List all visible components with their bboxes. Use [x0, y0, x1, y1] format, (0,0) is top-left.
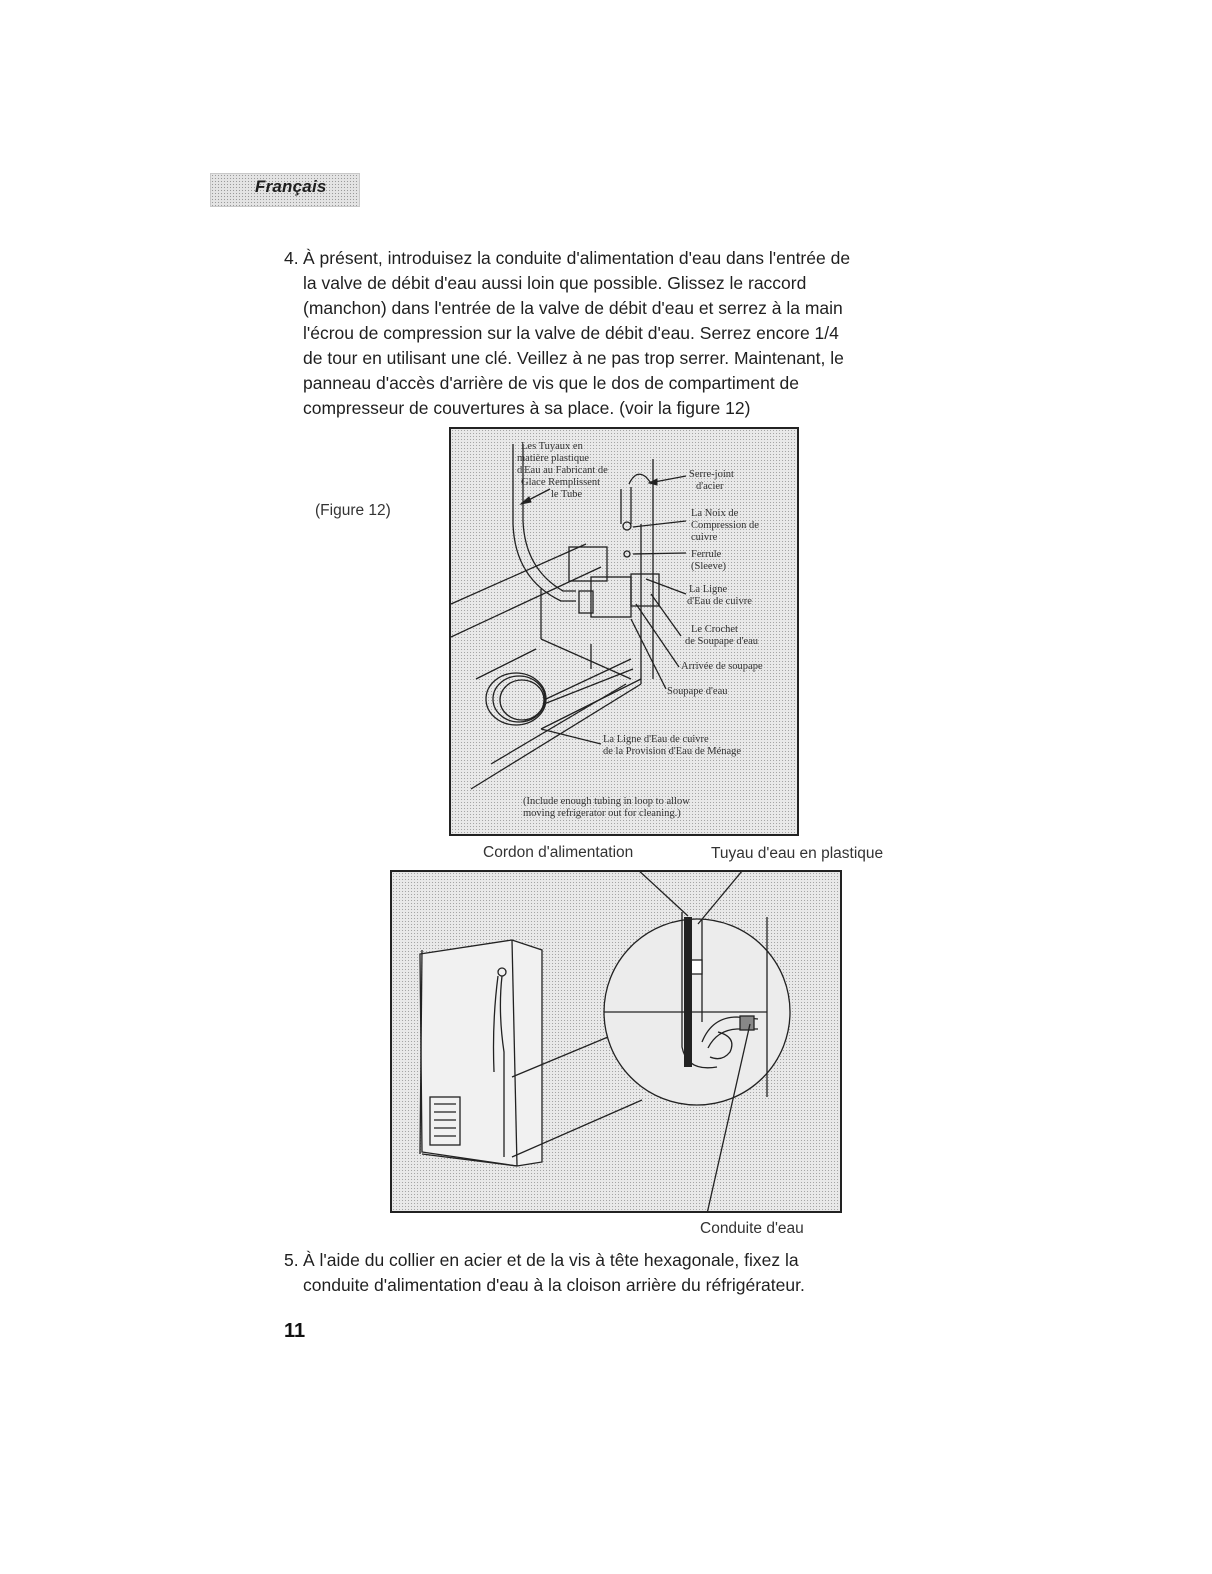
power-cord-label: Cordon d'alimentation [483, 844, 634, 861]
label-plastic-tubing-3: d'Eau au Fabricant de [517, 465, 608, 476]
refrigerator-rear-drawing [392, 872, 840, 1211]
label-steel-clamp-2: d'acier [696, 481, 724, 492]
label-valve-hook-2: de Soupape d'eau [685, 636, 759, 647]
step-line: À l'aide du collier en acier et de la vis à tête hexagonale, fixez la [303, 1250, 799, 1270]
language-tab [210, 173, 360, 207]
label-valve-inlet: Arrivée de soupape [681, 661, 763, 672]
label-note-2: moving refrigerator out for cleaning.) [523, 808, 681, 819]
label-plastic-tubing-2: matière plastique [517, 453, 590, 464]
step-text [303, 1248, 805, 1298]
label-ferrule-2: (Sleeve) [691, 561, 726, 572]
step-line: panneau d'accès d'arrière de vis que le dos de compartiment de [303, 373, 800, 393]
step-line: (manchon) dans l'entrée de la valve de débit d'eau et serrez à la main [303, 298, 843, 318]
label-compression-nut-3: cuivre [691, 532, 718, 543]
step-number: 5. [284, 1250, 299, 1270]
figure-13-illustration [390, 870, 842, 1213]
label-copper-line-1: La Ligne [689, 584, 728, 595]
step-line: conduite d'alimentation d'eau à la cloison arrière du réfrigérateur. [303, 1275, 805, 1295]
label-plastic-tubing-1: Les Tuyaux en [521, 441, 583, 452]
label-house-supply-1: La Ligne d'Eau de cuivre [603, 734, 709, 745]
label-plastic-tubing-5: le Tube [551, 489, 583, 500]
label-ferrule-1: Ferrule [691, 549, 722, 560]
step-4 [284, 246, 850, 421]
step-line: de tour en utilisant une clé. Veillez à ne pas trop serrer. Maintenant, le [303, 348, 844, 368]
label-compression-nut-2: Compression de [691, 520, 759, 531]
label-compression-nut-1: La Noix de [691, 508, 739, 519]
figure-12-illustration [449, 427, 799, 836]
step-5 [284, 1248, 805, 1298]
label-valve-hook-1: Le Crochet [691, 624, 738, 635]
step-line: À présent, introduisez la conduite d'alimentation d'eau dans l'entrée de [303, 248, 851, 268]
water-line-label: Conduite d'eau [700, 1220, 804, 1237]
label-note-1: (Include enough tubing in loop to allow [523, 796, 690, 807]
label-copper-line-2: d'Eau de cuivre [687, 596, 752, 607]
label-house-supply-2: de la Provision d'Eau de Ménage [603, 746, 742, 757]
label-plastic-tubing-4: Glace Remplissent [521, 477, 601, 488]
step-line: compresseur de couvertures à sa place. (voir la figure 12) [303, 398, 751, 418]
figure-12-caption: (Figure 12) [315, 502, 391, 519]
step-number: 4. [284, 248, 299, 268]
plastic-pipe-label: Tuyau d'eau en plastique [711, 845, 884, 862]
step-text [303, 246, 850, 421]
language-tab-label: Français [255, 177, 327, 196]
label-water-valve: Soupape d'eau [667, 686, 728, 697]
label-steel-clamp-1: Serre-joint [689, 469, 734, 480]
step-line: l'écrou de compression sur la valve de débit d'eau. Serrez encore 1/4 [303, 323, 839, 343]
step-line: la valve de débit d'eau aussi loin que possible. Glissez le raccord [303, 273, 807, 293]
page-number: 11 [284, 1320, 306, 1342]
valve-connection-drawing [451, 429, 797, 834]
